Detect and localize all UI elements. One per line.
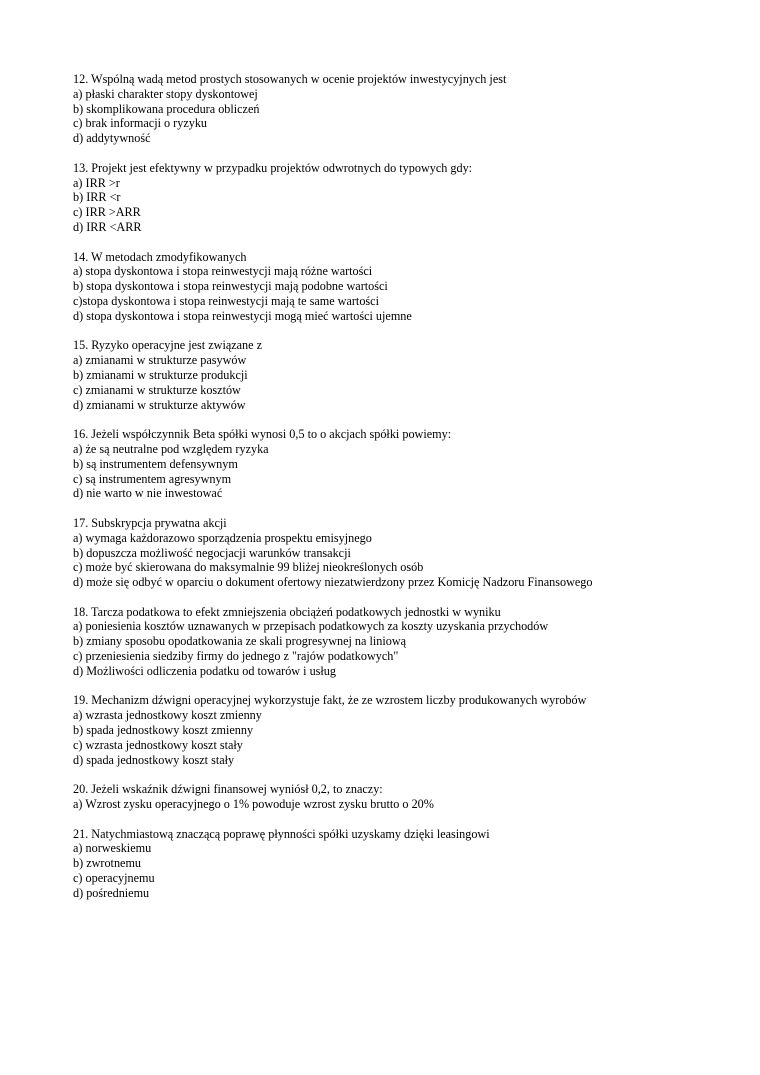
answer-option: d) może się odbyć w oparciu o dokument ofertowy niezatwierdzony przez Komicję Nadzoru Finansowego bbox=[73, 575, 593, 590]
answer-option: a) wymaga każdorazowo sporządzenia prospektu emisyjnego bbox=[73, 530, 372, 545]
question-17 bbox=[73, 516, 733, 590]
question-18 bbox=[73, 605, 733, 679]
answer-option: d) stopa dyskontowa i stopa reinwestycji mogą mieć wartości ujemne bbox=[73, 308, 412, 323]
question-title: 16. Jeżeli współczynnik Beta spółki wynosi 0,5 to o akcjach spółki powiemy: bbox=[73, 427, 452, 442]
answer-option: c)stopa dyskontowa i stopa reinwestycji mają te same wartości bbox=[73, 293, 379, 308]
answer-option: d) nie warto w nie inwestować bbox=[73, 486, 223, 501]
question-title: 21. Natychmiastową znaczącą poprawę płynności spółki uzyskamy dzięki leasingowi bbox=[73, 826, 490, 841]
answer-option: c) IRR >ARR bbox=[73, 205, 141, 220]
answer-option: c) są instrumentem agresywnym bbox=[73, 471, 232, 486]
answer-option: d) spada jednostkowy koszt stały bbox=[73, 752, 235, 767]
answer-option: b) zmianami w strukturze produkcji bbox=[73, 367, 248, 382]
question-title: 13. Projekt jest efektywny w przypadku projektów odwrotnych do typowych gdy: bbox=[73, 160, 473, 175]
answer-option: b) są instrumentem defensywnym bbox=[73, 456, 238, 471]
question-title: 18. Tarcza podatkowa to efekt zmniejszenia obciążeń podatkowych jednostki w wyniku bbox=[73, 604, 501, 619]
question-14 bbox=[73, 250, 733, 324]
question-title: 14. W metodach zmodyfikowanych bbox=[73, 249, 247, 264]
answer-option: c) może być skierowana do maksymalnie 99 bliżej nieokreślonych osób bbox=[73, 560, 424, 575]
answer-option: d) addytywność bbox=[73, 131, 151, 146]
answer-option: d) Możliwości odliczenia podatku od towarów i usług bbox=[73, 663, 336, 678]
document-page bbox=[73, 72, 733, 915]
answer-option: a) płaski charakter stopy dyskontowej bbox=[73, 86, 258, 101]
question-12 bbox=[73, 72, 733, 146]
answer-option: d) IRR <ARR bbox=[73, 219, 142, 234]
answer-option: b) spada jednostkowy koszt zmienny bbox=[73, 723, 254, 738]
question-15 bbox=[73, 338, 733, 412]
answer-option: b) stopa dyskontowa i stopa reinwestycji mają podobne wartości bbox=[73, 279, 388, 294]
answer-option: a) zmianami w strukturze pasywów bbox=[73, 353, 247, 368]
answer-option: d) zmianami w strukturze aktywów bbox=[73, 397, 246, 412]
answer-option: a) poniesienia kosztów uznawanych w przepisach podatkowych za koszty uzyskania przychodów bbox=[73, 619, 549, 634]
answer-option: a) norweskiemu bbox=[73, 841, 152, 856]
answer-option: b) IRR <r bbox=[73, 190, 121, 205]
answer-option: b) dopuszcza możliwość negocjacji warunków transakcji bbox=[73, 545, 351, 560]
answer-option: c) brak informacji o ryzyku bbox=[73, 116, 208, 131]
question-title: 20. Jeżeli wskaźnik dźwigni finansowej wyniósł 0,2, to znaczy: bbox=[73, 782, 383, 797]
answer-option: b) zmiany sposobu opodatkowania ze skali progresywnej na liniową bbox=[73, 634, 407, 649]
question-title: 17. Subskrypcja prywatna akcji bbox=[73, 515, 227, 530]
answer-option: c) zmianami w strukturze kosztów bbox=[73, 382, 241, 397]
answer-option: a) IRR >r bbox=[73, 175, 120, 190]
question-13 bbox=[73, 161, 733, 235]
answer-option: b) zwrotnemu bbox=[73, 856, 142, 871]
answer-option: c) przeniesienia siedziby firmy do jednego z "rajów podatkowych" bbox=[73, 649, 399, 664]
answer-option: c) wzrasta jednostkowy koszt stały bbox=[73, 737, 243, 752]
question-19 bbox=[73, 693, 733, 767]
question-title: 15. Ryzyko operacyjne jest związane z bbox=[73, 338, 263, 353]
question-title: 19. Mechanizm dźwigni operacyjnej wykorzystuje fakt, że ze wzrostem liczby produkowanych wyrobów bbox=[73, 693, 587, 708]
question-21 bbox=[73, 827, 733, 901]
answer-option: a) Wzrost zysku operacyjnego o 1% powoduje wzrost zysku brutto o 20% bbox=[73, 797, 434, 812]
answer-option: d) pośredniemu bbox=[73, 885, 150, 900]
answer-option: c) operacyjnemu bbox=[73, 871, 155, 886]
question-title: 12. Wspólną wadą metod prostych stosowanych w ocenie projektów inwestycyjnych jest bbox=[73, 72, 507, 86]
answer-option: a) wzrasta jednostkowy koszt zmienny bbox=[73, 708, 262, 723]
question-20 bbox=[73, 782, 733, 812]
answer-option: a) stopa dyskontowa i stopa reinwestycji mają różne wartości bbox=[73, 264, 373, 279]
answer-option: a) że są neutralne pod względem ryzyka bbox=[73, 441, 269, 456]
question-16 bbox=[73, 427, 733, 501]
answer-option: b) skomplikowana procedura obliczeń bbox=[73, 101, 260, 116]
